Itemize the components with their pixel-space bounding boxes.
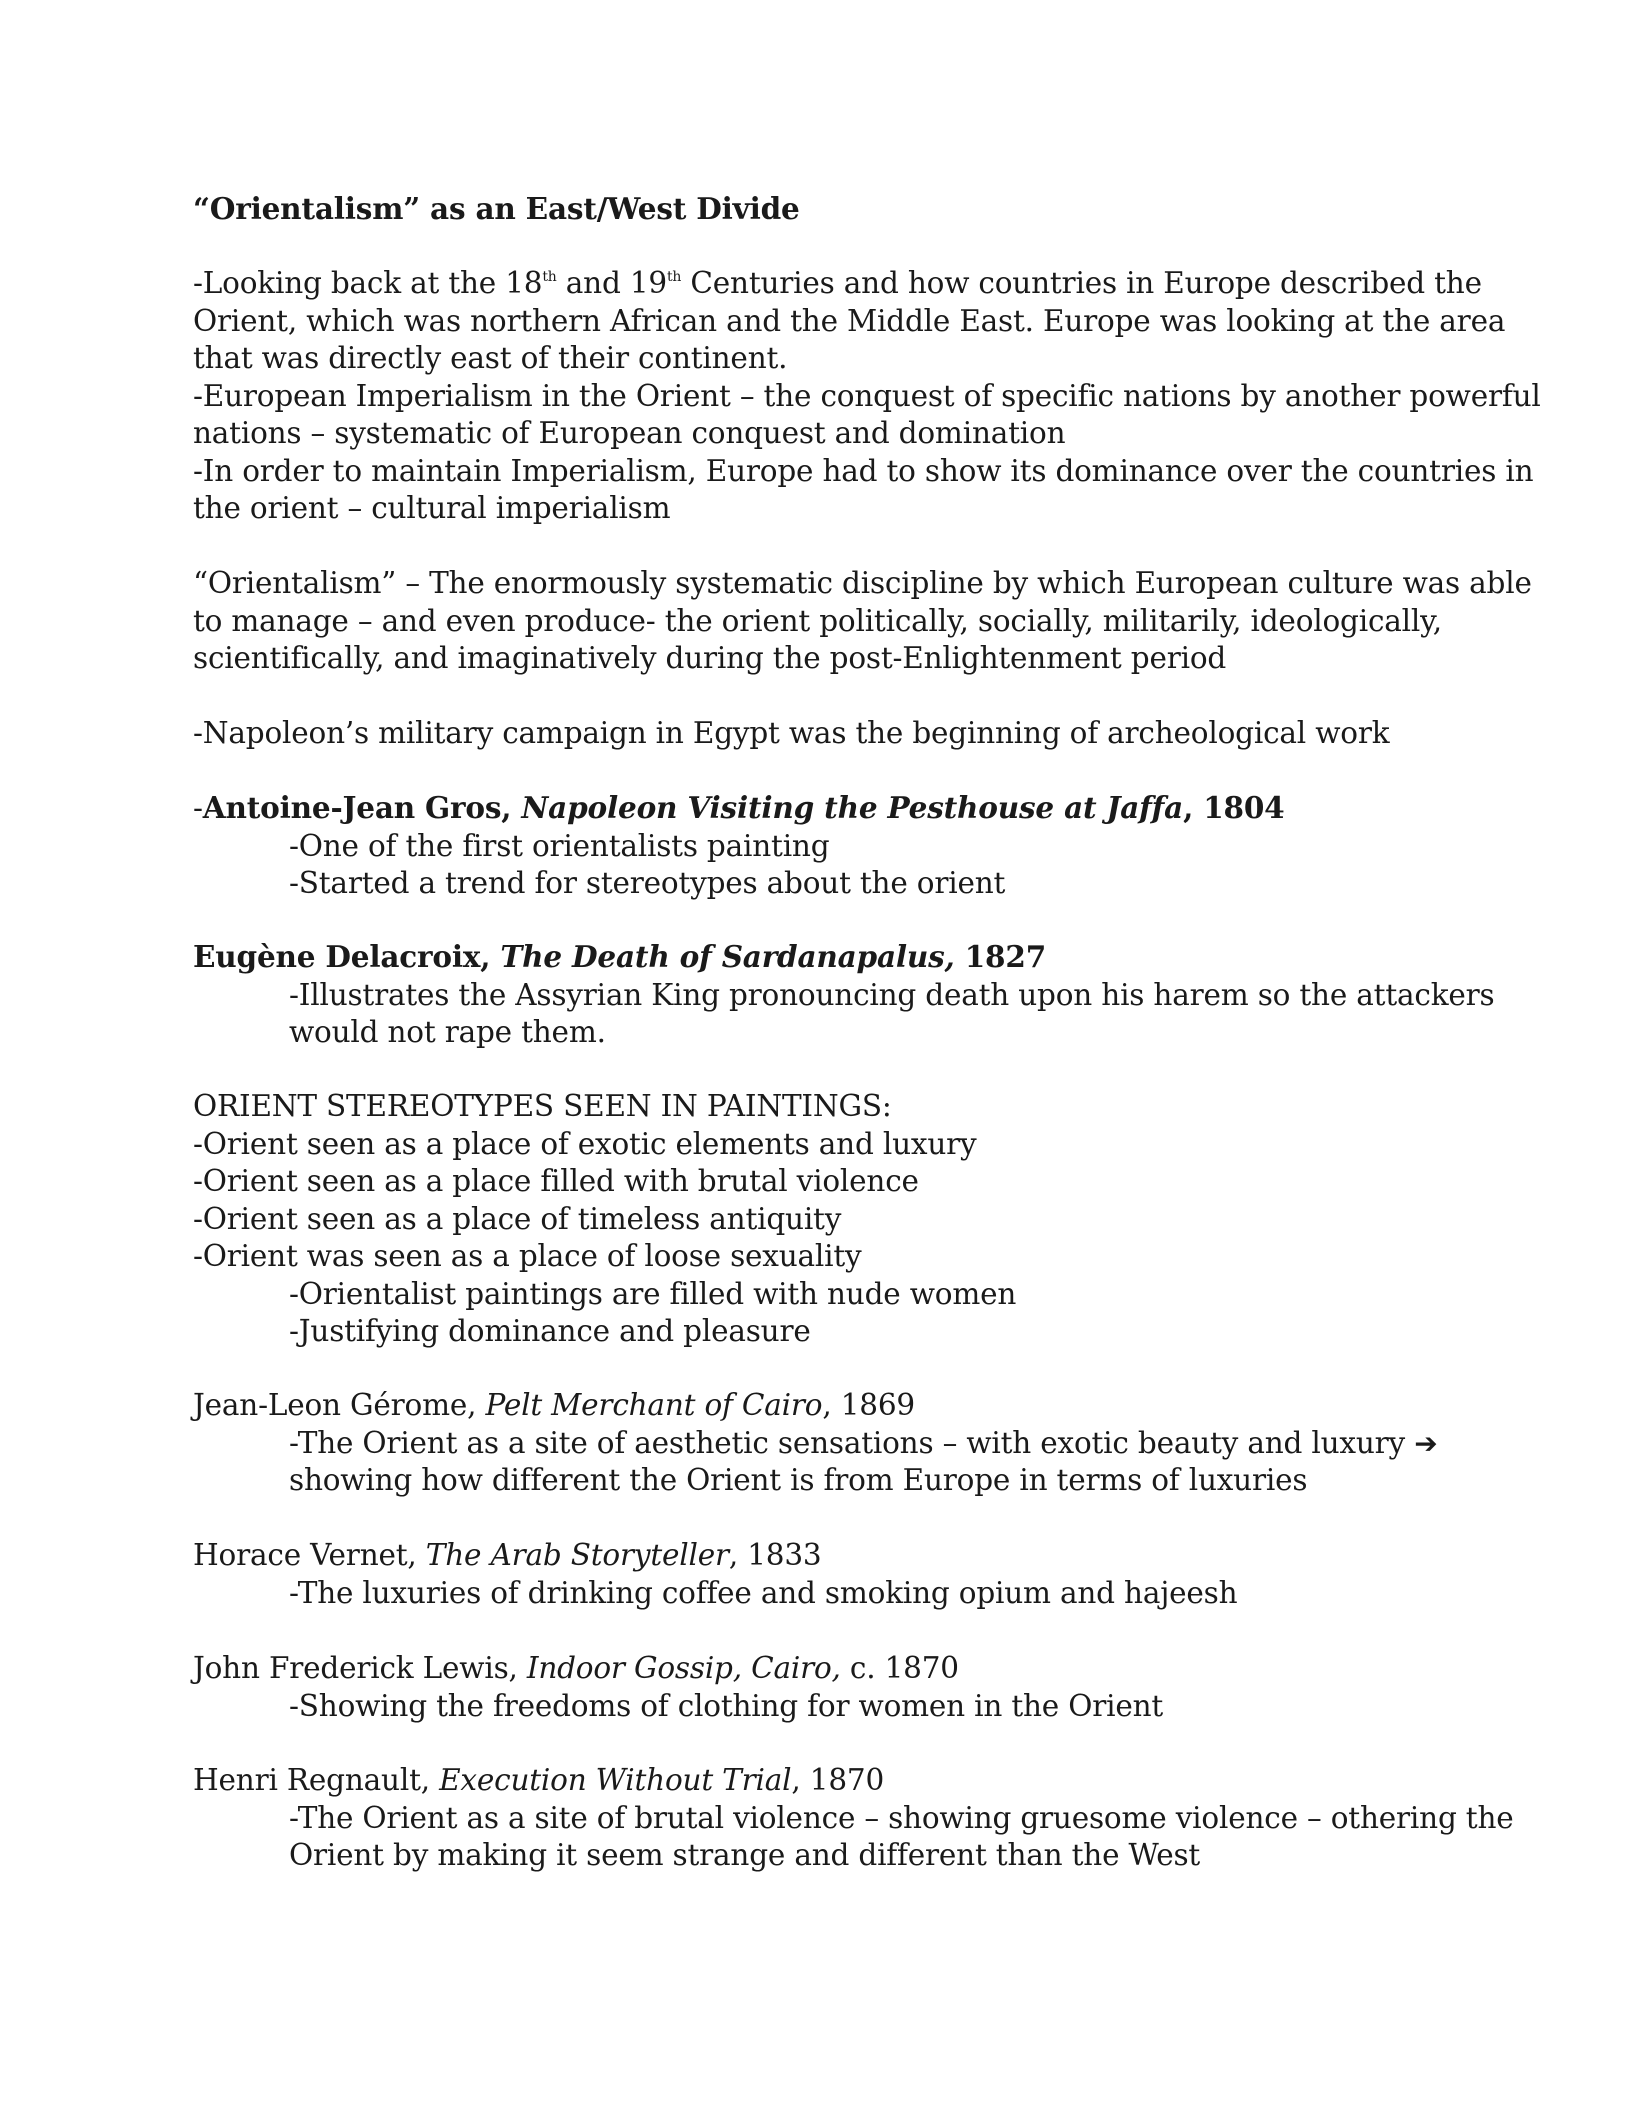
artwork-year: , 1869 bbox=[822, 1388, 916, 1422]
delacroix-heading bbox=[193, 938, 1493, 977]
intro-line-2: Orient, which was northern African and the Middle East. Europe was looking at the area bbox=[193, 303, 1506, 338]
definition-line-1: “Orientalism” – The enormously systematic discipline by which European culture was able bbox=[193, 566, 1532, 600]
gros-heading bbox=[193, 789, 1493, 828]
stereotype-subitem: -Justifying dominance and pleasure bbox=[289, 1314, 811, 1348]
regnault-note-2: Orient by making it seem strange and different than the West bbox=[289, 1838, 1201, 1872]
dash-prefix: - bbox=[193, 791, 203, 825]
lewis-entry bbox=[193, 1650, 1493, 1725]
gerome-note-1 bbox=[193, 1425, 1493, 1463]
artwork-title: The Death of Sardanapalus, bbox=[500, 939, 955, 974]
artwork-year: c. 1870 bbox=[840, 1651, 959, 1685]
regnault-note-1: -The Orient as a site of brutal violence – showing gruesome violence – othering the bbox=[289, 1800, 1514, 1835]
gros-note-2: -Started a trend for stereotypes about the orient bbox=[289, 866, 1006, 900]
intro-line-5: nations – systematic of European conquest and domination bbox=[193, 416, 1066, 450]
gerome-entry bbox=[193, 1387, 1493, 1500]
artwork-year: 1827 bbox=[954, 939, 1047, 974]
definition-line-3: scientifically, and imaginatively during the post-Enlightenment period bbox=[193, 641, 1227, 675]
page-title-block bbox=[193, 190, 1493, 228]
stereotypes-heading: ORIENT STEREOTYPES SEEN IN PAINTINGS: bbox=[193, 1089, 892, 1123]
vernet-heading bbox=[193, 1537, 1493, 1575]
intro-line-1 bbox=[193, 265, 1493, 303]
ordinal-superscript: th bbox=[666, 269, 682, 285]
lewis-heading bbox=[193, 1650, 1493, 1688]
regnault-heading bbox=[193, 1762, 1493, 1800]
artist-name: John Frederick Lewis, bbox=[193, 1651, 527, 1685]
intro-line-1-part-c: Centuries and how countries in Europe described the bbox=[681, 266, 1482, 300]
gerome-heading bbox=[193, 1387, 1493, 1425]
stereotype-item: -Orient was seen as a place of loose sexuality bbox=[193, 1239, 862, 1273]
delacroix-note-1: -Illustrates the Assyrian King pronouncing death upon his harem so the attackers bbox=[289, 977, 1495, 1012]
intro-line-1-part-b: and 19 bbox=[556, 266, 667, 300]
intro-line-3: that was directly east of their continent. bbox=[193, 341, 788, 375]
artwork-title: Pelt Merchant of Cairo bbox=[485, 1388, 823, 1422]
definition-line-2: to manage – and even produce- the orient politically, socially, militarily, ideologically, bbox=[193, 603, 1442, 638]
vernet-entry bbox=[193, 1537, 1493, 1612]
stereotype-subitem: -Orientalist paintings are filled with nude women bbox=[289, 1276, 1017, 1311]
regnault-entry bbox=[193, 1762, 1514, 1875]
right-arrow-icon: ➔ bbox=[1414, 1426, 1438, 1460]
page-title: “Orientalism” as an East/West Divide bbox=[193, 191, 800, 226]
artwork-title: Napoleon Visiting the Pesthouse at Jaffa bbox=[521, 790, 1184, 825]
lewis-note-1: -Showing the freedoms of clothing for women in the Orient bbox=[289, 1688, 1164, 1723]
ordinal-superscript: th bbox=[542, 269, 557, 285]
artwork-title: Execution Without Trial bbox=[439, 1763, 792, 1797]
artwork-year: , 1833 bbox=[728, 1538, 822, 1572]
artist-name: Eugène Delacroix, bbox=[193, 939, 501, 974]
intro-line-1-part-a: -Looking back at the 18 bbox=[193, 266, 543, 300]
artist-name: Horace Vernet, bbox=[193, 1538, 426, 1572]
artwork-title: The Arab Storyteller bbox=[425, 1538, 729, 1572]
artwork-year: , 1804 bbox=[1183, 790, 1285, 825]
stereotype-item: -Orient seen as a place filled with brutal violence bbox=[193, 1164, 919, 1198]
gerome-note-1-text: -The Orient as a site of aesthetic sensations – with exotic beauty and luxury bbox=[289, 1425, 1415, 1460]
stereotype-item: -Orient seen as a place of timeless antiquity bbox=[193, 1201, 842, 1236]
artist-name: Henri Regnault, bbox=[193, 1763, 440, 1797]
gros-note-1: -One of the first orientalists painting bbox=[289, 828, 830, 863]
delacroix-note-2: would not rape them. bbox=[289, 1015, 606, 1049]
artwork-title: Indoor Gossip, Cairo, bbox=[526, 1651, 841, 1685]
intro-paragraph bbox=[193, 265, 1541, 528]
stereotype-item: -Orient seen as a place of exotic elements and luxury bbox=[193, 1126, 977, 1161]
napoleon-note-block bbox=[193, 715, 1493, 753]
delacroix-entry bbox=[193, 938, 1493, 1052]
intro-line-6: -In order to maintain Imperialism, Europe had to show its dominance over the countries in bbox=[193, 453, 1534, 488]
intro-line-7: the orient – cultural imperialism bbox=[193, 491, 671, 525]
stereotypes-section bbox=[193, 1088, 1493, 1351]
gerome-note-2: showing how different the Orient is from Europe in terms of luxuries bbox=[289, 1463, 1308, 1497]
napoleon-note: -Napoleon’s military campaign in Egypt was the beginning of archeological work bbox=[193, 716, 1390, 750]
artist-name: Antoine-Jean Gros, bbox=[202, 790, 522, 825]
definition-paragraph bbox=[193, 565, 1532, 678]
intro-line-4: -European Imperialism in the Orient – the conquest of specific nations by another powerful bbox=[193, 378, 1541, 413]
artwork-year: , 1870 bbox=[791, 1763, 885, 1797]
vernet-note-1: -The luxuries of drinking coffee and smoking opium and hajeesh bbox=[289, 1575, 1238, 1610]
gros-entry bbox=[193, 789, 1493, 903]
artist-name: Jean-Leon Gérome, bbox=[193, 1388, 486, 1422]
